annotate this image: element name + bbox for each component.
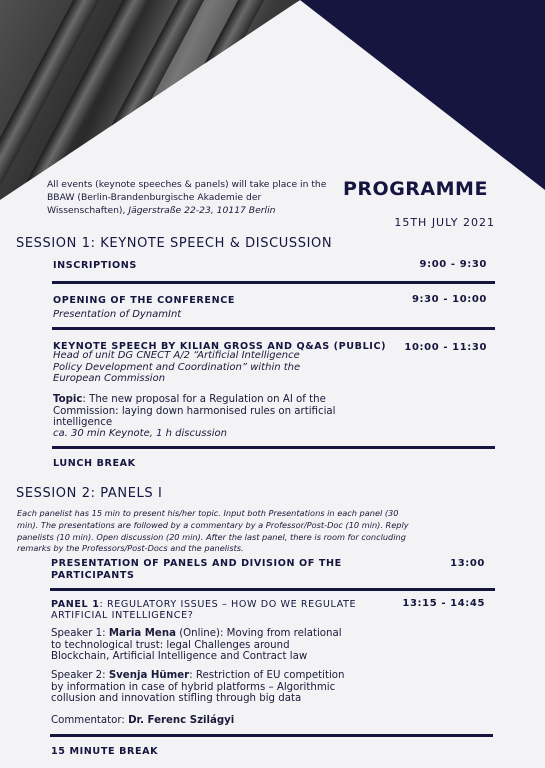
speaker2-name: Svenja Hümer [108, 670, 190, 681]
divider [50, 734, 493, 737]
break-label: 15 MINUTE BREAK [51, 746, 159, 757]
divider [50, 588, 495, 591]
session1-heading: SESSION 1: KEYNOTE SPEECH & DISCUSSION [16, 236, 333, 251]
venue-intro [47, 178, 337, 218]
panel1-title: PANEL 1: REGULATORY ISSUES – HOW DO WE REGULATE ARTIFICIAL INTELLIGENCE? [51, 599, 357, 621]
page-title: PROGRAMME [343, 178, 488, 200]
keynote-topic: Topic: The new proposal for a Regulation on AI of the Commission: laying down harmonised rules on artificial intelligence [53, 394, 336, 428]
session2-note: Each panelist has 15 min to present his/her topic. Input both Presentations in each panel (30 min). The presentations are followed by a commentary by a Professor/Post-Doc (10 min). Reply panelists (10 min). Open discussion (20 min). After the last panel, there is room for concluding remarks by the Professors/Post-Docs and the panelists. [17, 508, 409, 554]
keynote-format: ca. 30 min Keynote, 1 h discussion [53, 428, 227, 439]
session2-heading: SESSION 2: PANELS I [16, 486, 163, 501]
speaker1: Speaker 1: Maria Mena (Online): Moving from relational to technological trust: legal Challenges around Blockchain, Artificial Intelligence and Contract law [51, 628, 342, 662]
presentation-label: PRESENTATION OF PANELS AND DIVISION OF THE PARTICIPANTS [51, 558, 342, 581]
presentation-time: 13:00 [450, 558, 485, 569]
opening-label: OPENING OF THE CONFERENCE [53, 295, 235, 306]
building-photo [0, 0, 330, 200]
speaker2: Speaker 2: Svenja Hümer: Restriction of EU competition by information in case of hybrid platforms – Algorithmic collusion and innovation stifling through big data [51, 670, 345, 704]
commentator-name: Dr. Ferenc Szilágyi [128, 715, 235, 726]
panel1-prefix: PANEL 1 [51, 599, 100, 610]
keynote-time: 10:00 - 11:30 [404, 342, 487, 353]
lunch-break-label: LUNCH BREAK [53, 458, 136, 469]
commentator: Commentator: Dr. Ferenc Szilágyi [51, 715, 235, 726]
venue-text: All events (keynote speeches & panels) will take place in the BBAW (Berlin-Brandenburgische Akademie der Wissenschaften), [47, 179, 327, 217]
speaker1-name: Maria Mena [108, 628, 176, 639]
inscriptions-time: 9:00 - 9:30 [419, 259, 487, 270]
panel1-time: 13:15 - 14:45 [402, 598, 485, 609]
inscriptions-label: INSCRIPTIONS [53, 260, 137, 271]
keynote-role: Head of unit DG CNECT A/2 “Artificial Intelligence Policy Development and Coordination” within the European Commission [53, 350, 301, 384]
keynote-label: KEYNOTE SPEECH BY KILIAN GROSS AND Q&AS (PUBLIC) [53, 341, 387, 352]
divider [52, 327, 495, 330]
opening-time: 9:30 - 10:00 [411, 294, 487, 305]
topic-label: Topic [53, 394, 83, 405]
opening-subtitle: Presentation of DynamInt [53, 309, 182, 320]
divider [52, 446, 495, 449]
divider [52, 281, 495, 284]
venue-address: Jägerstraße 22-23, 10117 Berlin [128, 205, 276, 217]
event-date: 15TH JULY 2021 [394, 216, 495, 229]
